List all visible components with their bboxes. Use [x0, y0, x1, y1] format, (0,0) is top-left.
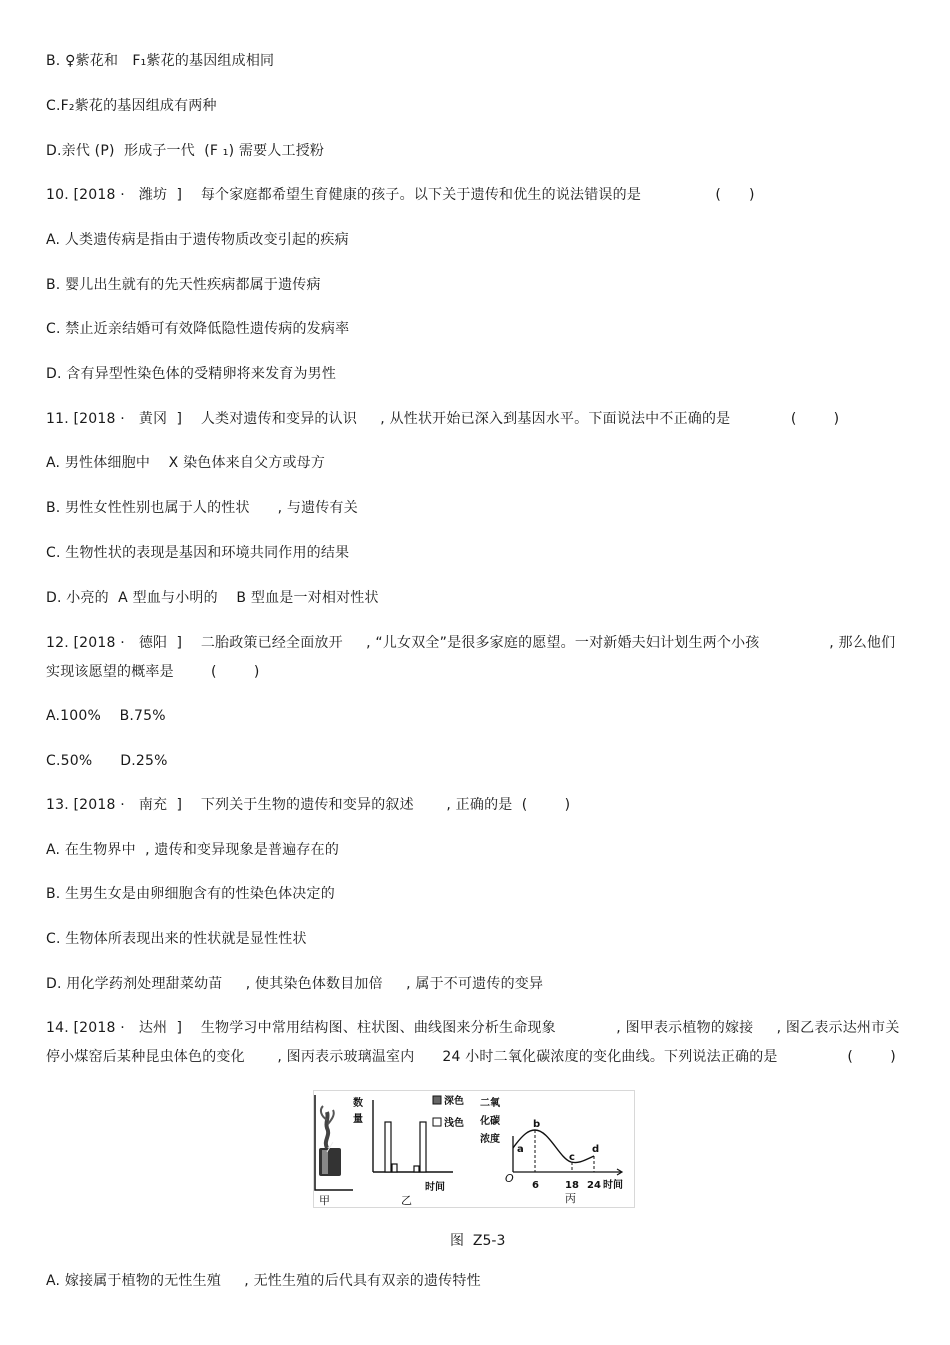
line-4: A. 人类遗传病是指由于遗传物质改变引起的疾病	[46, 232, 349, 248]
yi-xlabel: 时间	[425, 1182, 445, 1193]
legend-light-swatch	[433, 1118, 441, 1126]
bar-dark-before	[385, 1122, 391, 1172]
line-2: D.亲代 (P) 形成子一代 (F ₁) 需要人工授粉	[46, 143, 325, 159]
bar-light-after	[420, 1122, 426, 1172]
yi-ylabel-2: 量	[353, 1114, 363, 1125]
bar-dark-after	[414, 1166, 419, 1172]
question-10: 10. [2018 · 潍坊 ] 每个家庭都希望生育健康的孩子。以下关于遗传和优生的说法错误的是 ( )	[46, 187, 755, 203]
bing-ylabel-1: 二氧	[480, 1098, 500, 1109]
point-a: a	[517, 1144, 524, 1155]
line-0: B. ♀紫花和 F₁紫花的基因组成相同	[46, 53, 275, 69]
line-5: B. 婴儿出生就有的先天性疾病都属于遗传病	[46, 277, 321, 293]
line-19: B. 生男生女是由卵细胞含有的性染色体决定的	[46, 886, 335, 902]
question-12: 12. [2018 · 德阳 ] 二胎政策已经全面放开 , “儿女双全”是很多家庭的愿望。一对新婚夫妇计划生两个小孩 , 那么他们	[46, 635, 896, 651]
legend-light-label: 浅色	[444, 1118, 464, 1129]
line-23: 停小煤窑后某种昆虫体色的变化 , 图丙表示玻璃温室内 24 小时二氧化碳浓度的变化曲线。下列说法正确的是 ( )	[46, 1049, 896, 1065]
line-14: 实现该愿望的概率是 ( )	[46, 664, 260, 680]
line-7: D. 含有异型性染色体的受精卵将来发育为男性	[46, 366, 337, 382]
bing-ylabel-2: 化碳	[480, 1116, 500, 1127]
panel-label-bing: 丙	[565, 1192, 576, 1205]
bing-xlabel: 时间	[603, 1180, 623, 1191]
line-16: C.50% D.25%	[46, 753, 168, 769]
line-6: C. 禁止近亲结婚可有效降低隐性遗传病的发病率	[46, 321, 350, 337]
panel-label-yi: 乙	[401, 1194, 412, 1207]
line-9: A. 男性体细胞中 X 染色体来自父方或母方	[46, 455, 326, 471]
figure-z5-3	[313, 1090, 635, 1208]
tick-24: 24	[587, 1180, 601, 1191]
line-10: B. 男性女性性别也属于人的性状 , 与遗传有关	[46, 500, 358, 516]
line-12: D. 小亮的 A 型血与小明的 B 型血是一对相对性状	[46, 590, 379, 606]
yi-ylabel-1: 数	[353, 1098, 363, 1109]
tick-18: 18	[565, 1180, 579, 1191]
point-b: b	[533, 1119, 541, 1130]
legend-dark-swatch	[433, 1096, 441, 1104]
line-21: D. 用化学药剂处理甜菜幼苗 , 使其染色体数目加倍 , 属于不可遗传的变异	[46, 976, 544, 992]
point-c: c	[569, 1152, 575, 1163]
line-24: A. 嫁接属于植物的无性生殖 , 无性生殖的后代具有双亲的遗传特性	[46, 1273, 481, 1289]
line-11: C. 生物性状的表现是基因和环境共同作用的结果	[46, 545, 350, 561]
line-18: A. 在生物界中 , 遗传和变异现象是普遍存在的	[46, 842, 340, 858]
bing-origin: O	[505, 1172, 514, 1185]
line-15: A.100% B.75%	[46, 708, 166, 724]
legend-dark-label: 深色	[444, 1096, 464, 1107]
question-11: 11. [2018 · 黄冈 ] 人类对遗传和变异的认识 , 从性状开始已深入到基因水平。下面说法中不正确的是 ( )	[46, 411, 840, 427]
tick-6: 6	[532, 1180, 539, 1191]
panel-label-jia: 甲	[319, 1194, 330, 1207]
question-14: 14. [2018 · 达州 ] 生物学习中常用结构图、柱状图、曲线图来分析生命现象 , 图甲表示植物的嫁接 , 图乙表示达州市关	[46, 1020, 900, 1036]
line-20: C. 生物体所表现出来的性状就是显性性状	[46, 931, 307, 947]
figure-caption: 图 Z5-3	[450, 1233, 506, 1249]
line-1: C.F₂紫花的基因组成有两种	[46, 98, 217, 114]
bar-light-before	[392, 1164, 397, 1172]
bing-ylabel-3: 浓度	[480, 1134, 500, 1145]
point-d: d	[592, 1144, 600, 1155]
question-13: 13. [2018 · 南充 ] 下列关于生物的遗传和变异的叙述 , 正确的是 ( )	[46, 797, 571, 813]
